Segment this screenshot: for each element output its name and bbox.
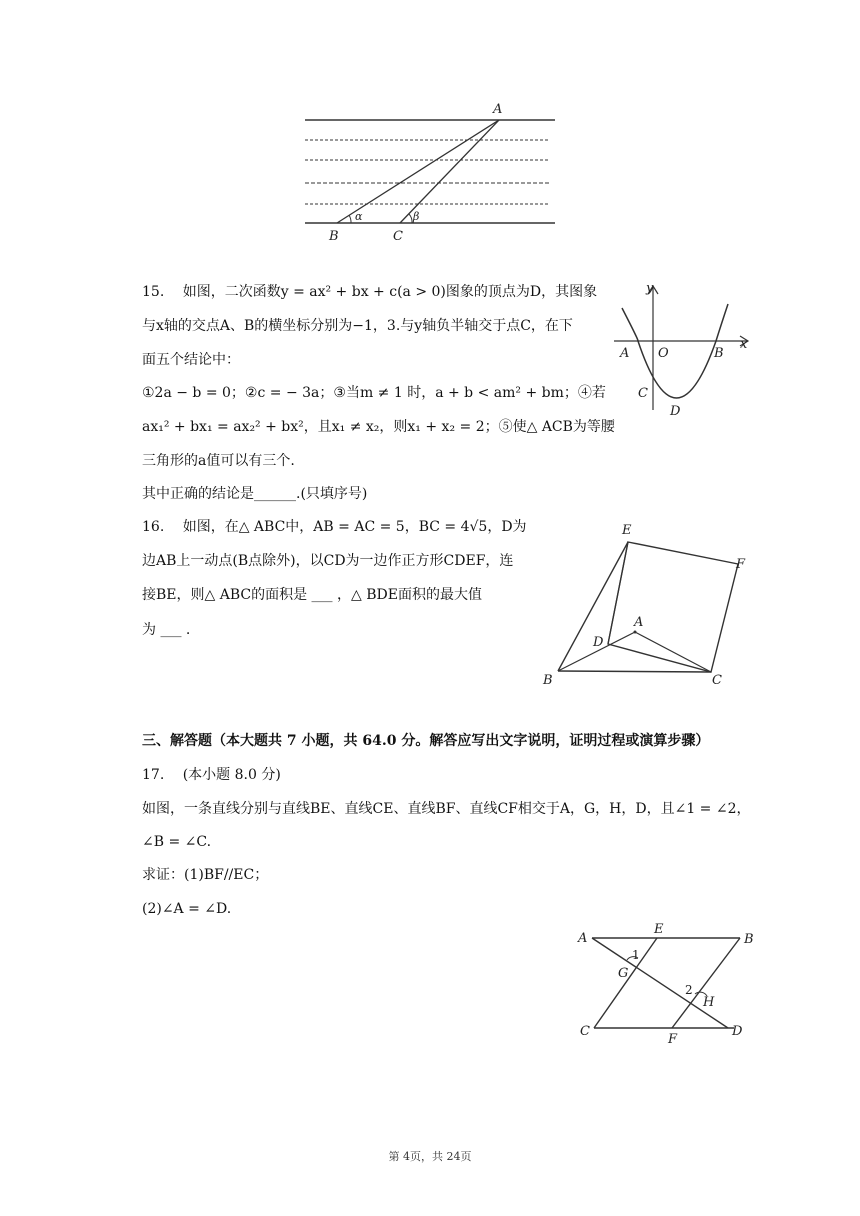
section-heading: 三、解答题（本大题共 7 小题，共 64.0 分。解答应写出文字说明，证明过程或演算步骤） <box>142 733 710 749</box>
label-alpha: α <box>355 210 363 223</box>
q16-line-1: 16. 如图，在△ ABC中，AB = AC = 5，BC = 4√5，D为 <box>142 519 527 535</box>
label-H: H <box>703 995 715 1010</box>
figure-parallel-intersections <box>572 918 762 1046</box>
label-O: O <box>658 346 669 361</box>
label-A: A <box>493 102 503 117</box>
figure-parallel-lines <box>295 98 565 243</box>
label-C: C <box>393 229 403 243</box>
page-footer: 第 4页，共 24页 <box>388 1150 472 1163</box>
q17-line-3: ∠B = ∠C. <box>142 834 212 850</box>
axis-label-x: x <box>740 337 748 352</box>
q15-line-6: 三角形的a值可以有三个. <box>142 453 295 469</box>
q15-line-4: ①2a − b = 0；②c = − 3a；③当m ≠ 1 时，a + b < am² + bm；④若 <box>142 385 606 401</box>
figure-square-cdef <box>538 516 753 694</box>
label-D: D <box>670 404 681 419</box>
label-F: F <box>668 1032 678 1046</box>
label-B: B <box>329 229 339 243</box>
label-C: C <box>580 1024 590 1039</box>
q16-line-4: 为 ___ . <box>142 622 191 638</box>
label-A: A <box>578 931 588 946</box>
label-A: A <box>620 346 630 361</box>
label-C: C <box>712 673 722 688</box>
label-F: F <box>736 557 746 572</box>
q17-line-5: (2)∠A = ∠D. <box>142 901 232 917</box>
label-B: B <box>543 673 553 688</box>
q15-line-5: ax₁² + bx₁ = ax₂² + bx²，且x₁ ≠ x₂，则x₁ + x₂ = 2；⑤使△ ACB为等腰 <box>142 419 615 435</box>
q16-line-2: 边AB上一动点(B点除外)，以CD为一边作正方形CDEF，连 <box>142 553 514 569</box>
label-D: D <box>593 635 604 650</box>
label-B: B <box>744 932 754 947</box>
label-beta: β <box>413 210 420 223</box>
label-angle-2: 2 <box>685 983 693 997</box>
q15-answer-line: 其中正确的结论是______.(只填序号) <box>142 486 368 502</box>
q15-line-3: 面五个结论中： <box>142 352 240 368</box>
q17-line-4: 求证：(1)BF//EC； <box>142 867 269 883</box>
q17-line-2: 如图，一条直线分别与直线BE、直线CE、直线BF、直线CF相交于A，G，H，D，且∠1 = ∠2， <box>142 801 751 817</box>
q15-line-1: 15. 如图，二次函数y = ax² + bx + c(a > 0)图象的顶点为D，其图象 <box>142 284 598 300</box>
label-angle-1: 1 <box>632 948 640 962</box>
label-G: G <box>618 966 629 981</box>
label-B: B <box>714 346 724 361</box>
label-E: E <box>622 523 632 538</box>
q17-line-1: 17. (本小题 8.0 分) <box>142 767 281 783</box>
q15-line-2: 与x轴的交点A、B的横坐标分别为−1，3.与y轴负半轴交于点C，在下 <box>142 318 573 334</box>
label-C: C <box>638 386 648 401</box>
axis-label-y: y <box>646 281 654 296</box>
q16-line-3: 接BE，则△ ABC的面积是 ___ ，△ BDE面积的最大值 <box>142 587 482 603</box>
figure-parabola <box>608 280 758 420</box>
label-E: E <box>654 922 664 937</box>
label-A: A <box>634 615 644 630</box>
label-D: D <box>732 1024 743 1039</box>
